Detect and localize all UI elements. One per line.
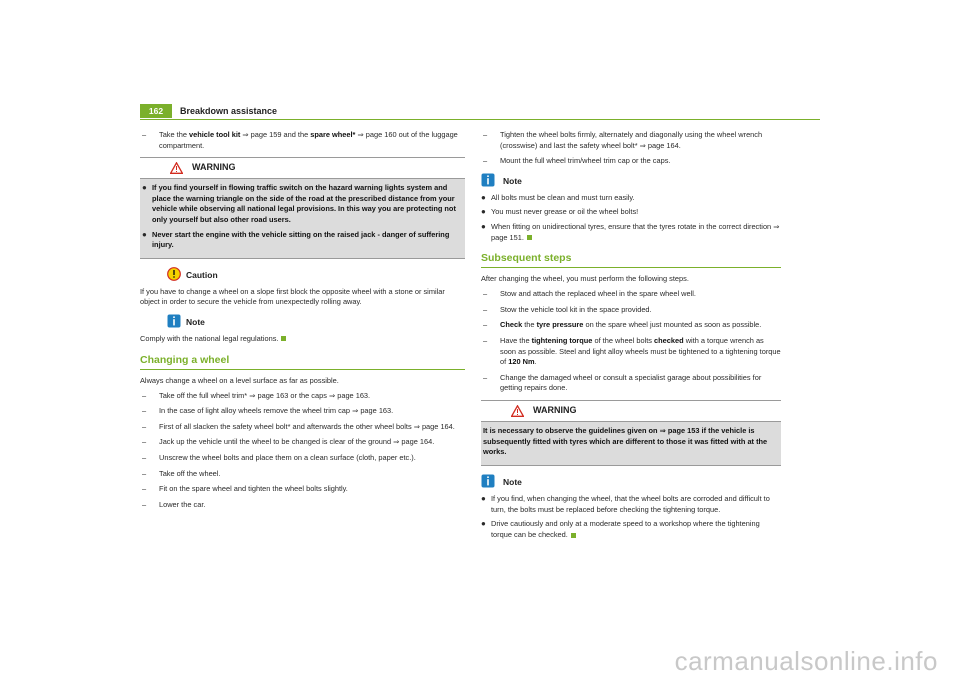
note-header	[140, 314, 465, 332]
bullet-icon: ●	[481, 519, 486, 529]
step-check-torque	[481, 336, 781, 368]
text: with a torque wrench as soon as possible. Steel and light alloy wheels must be tightened to a tightening torque of	[500, 336, 781, 367]
step-text: Take off the full wheel trim* ⇒ page 163 or the caps ⇒ page 163.	[159, 390, 371, 400]
dash-marker: –	[142, 437, 147, 447]
step-text: Tighten the wheel bolts firmly, alternately and diagonally using the wheel wrench (crosswise) and last the safety wheel bolt* ⇒ page 164.	[500, 130, 763, 150]
dash-marker: –	[142, 421, 147, 431]
step	[140, 484, 465, 495]
caution-header	[140, 267, 465, 285]
warning-triangle-icon	[511, 405, 524, 417]
warning-item	[142, 230, 463, 251]
caution-text: If you have to change a wheel on a slope first block the opposite wheel with a stone or similar object in order to secure the vehicle from unexpectedly rolling away.	[140, 286, 445, 307]
note-text: When fitting on unidirectional tyres, ensure that the tyres rotate in the correct direction ⇒ page 151.	[491, 221, 780, 242]
text: ⇒ page 159 and the	[240, 130, 311, 139]
bold-term: tyre pressure	[536, 320, 584, 330]
watermark: carmanualsonline.info	[674, 646, 938, 676]
warning-item	[142, 183, 463, 225]
step-text: Stow and attach the replaced wheel in the spare wheel well.	[500, 289, 696, 299]
text: .	[534, 357, 537, 367]
warning-label: WARNING	[533, 405, 577, 415]
dash-marker: –	[483, 289, 488, 299]
bullet-icon: ●	[481, 221, 486, 231]
step-text: Stow the vehicle tool kit in the space provided.	[500, 304, 652, 314]
text: on the spare wheel just mounted as soon as possible.	[583, 320, 762, 330]
section-title-changing-wheel: Changing a wheel	[140, 353, 465, 370]
warning-text: It is necessary to observe the guidelines given on ⇒ page 153 if the vehicle is subsequently fitted with tyres which are different to those it was fitted with at the works.	[483, 426, 768, 457]
bullet-icon: ●	[142, 183, 147, 193]
dash-marker: –	[142, 453, 147, 462]
dash-marker: –	[483, 130, 488, 139]
step	[481, 305, 781, 316]
text: Have the	[500, 336, 532, 346]
section-title-subsequent-steps: Subsequent steps	[481, 251, 781, 268]
step	[481, 373, 781, 394]
step	[140, 469, 465, 480]
dash-marker: –	[142, 406, 147, 416]
note-item	[481, 193, 781, 204]
caution-label: Caution	[186, 269, 218, 280]
bold-term: Check	[500, 320, 523, 330]
left-column	[140, 130, 465, 515]
section-intro: After changing the wheel, you must perform the following steps.	[481, 274, 689, 284]
bullet-icon: ●	[481, 192, 486, 202]
note-item	[481, 222, 781, 243]
note-text: Drive cautiously and only at a moderate speed to a workshop where the tightening torque can be checked.	[491, 519, 760, 540]
step	[481, 156, 781, 167]
end-marker-icon	[527, 235, 532, 240]
note-text	[140, 334, 465, 345]
note-label: Note	[503, 477, 522, 488]
step	[140, 453, 465, 464]
dash-marker: –	[483, 336, 488, 346]
step-check-tyre-pressure	[481, 320, 781, 331]
step	[481, 289, 781, 300]
page-header	[140, 104, 820, 120]
step-text: Unscrew the wheel bolts and place them on a clean surface (cloth, paper etc.).	[159, 453, 416, 462]
note-item	[481, 519, 781, 540]
header-divider	[140, 119, 820, 120]
end-marker-icon	[281, 336, 286, 341]
dash-marker: –	[483, 372, 488, 382]
step-take-tool-kit	[140, 130, 465, 151]
step-text: Take off the wheel.	[159, 468, 221, 478]
right-column	[481, 130, 781, 545]
section-intro: Always change a wheel on a level surface as far as possible.	[140, 375, 339, 385]
note-label: Note	[186, 316, 205, 327]
step	[481, 130, 781, 151]
step-text: Change the damaged wheel or consult a specialist garage about possibilities for getting repairs done.	[500, 372, 762, 393]
step	[140, 422, 465, 433]
step-text: In the case of light alloy wheels remove the wheel trim cap ⇒ page 163.	[159, 406, 394, 416]
caution-icon	[167, 267, 181, 281]
dash-marker: –	[142, 130, 147, 139]
step	[140, 391, 465, 402]
info-icon	[481, 474, 495, 488]
dash-marker: –	[483, 156, 488, 166]
note-header	[481, 173, 781, 191]
bold-term: checked	[654, 336, 684, 346]
note-text: You must never grease or oil the wheel bolts!	[491, 207, 639, 217]
chapter-title: Breakdown assistance	[180, 106, 278, 116]
text: Take the	[159, 130, 189, 139]
bold-term: spare wheel*	[310, 130, 356, 139]
note-label: Note	[503, 175, 522, 186]
warning-header	[481, 401, 781, 422]
info-icon	[481, 173, 495, 187]
bullet-icon: ●	[481, 494, 486, 504]
bold-term: 120 Nm	[508, 357, 535, 367]
text: the	[522, 320, 537, 330]
dash-marker: –	[483, 304, 488, 314]
warning-box	[140, 157, 465, 259]
step	[140, 406, 465, 417]
end-marker-icon	[571, 533, 576, 538]
page-number: 162	[140, 104, 172, 118]
note-text: If you find, when changing the wheel, that the wheel bolts are corroded and difficult to turn, the bolts must be replaced before checking the tightening torque.	[491, 494, 770, 514]
text: Comply with the national legal regulations.	[140, 333, 279, 343]
bold-term: tightening torque	[531, 336, 593, 346]
warning-text: Never start the engine with the vehicle sitting on the raised jack - danger of suffering injury.	[152, 229, 450, 250]
note-text: All bolts must be clean and must turn easily.	[491, 192, 635, 202]
text: ⇒ page 160 out of the luggage compartment.	[159, 130, 458, 150]
step-text: First of all slacken the safety wheel bolt* and afterwards the other wheel bolts ⇒ page 164.	[159, 421, 455, 431]
bullet-icon: ●	[142, 229, 147, 239]
step-text: Jack up the vehicle until the wheel to be changed is clear of the ground ⇒ page 164.	[159, 437, 435, 447]
warning-header	[140, 158, 465, 179]
dash-marker: –	[142, 390, 147, 400]
warning-box	[481, 400, 781, 466]
step	[140, 437, 465, 448]
step-text: Fit on the spare wheel and tighten the wheel bolts slightly.	[159, 484, 348, 494]
note-item	[481, 207, 781, 218]
text: of the wheel bolts	[592, 336, 655, 346]
note-header	[481, 474, 781, 492]
step-text: Mount the full wheel trim/wheel trim cap or the caps.	[500, 156, 671, 166]
dash-marker: –	[483, 320, 488, 330]
warning-label: WARNING	[192, 162, 236, 173]
info-icon	[167, 314, 181, 328]
step	[140, 500, 465, 511]
warning-text: If you find yourself in flowing traffic switch on the hazard warning lights system and place the warning triangle on the side of the road at the prescribed distance from your vehicle while observing all national legal provisions. In this way you are protecting not only yourself but also other road users.	[152, 183, 456, 224]
bullet-icon: ●	[481, 207, 486, 217]
note-item	[481, 494, 781, 515]
dash-marker: –	[142, 484, 147, 494]
dash-marker: –	[142, 499, 147, 509]
dash-marker: –	[142, 468, 147, 478]
bold-term: vehicle tool kit	[189, 130, 241, 139]
warning-triangle-icon	[170, 162, 183, 174]
step-text: Lower the car.	[159, 499, 206, 509]
